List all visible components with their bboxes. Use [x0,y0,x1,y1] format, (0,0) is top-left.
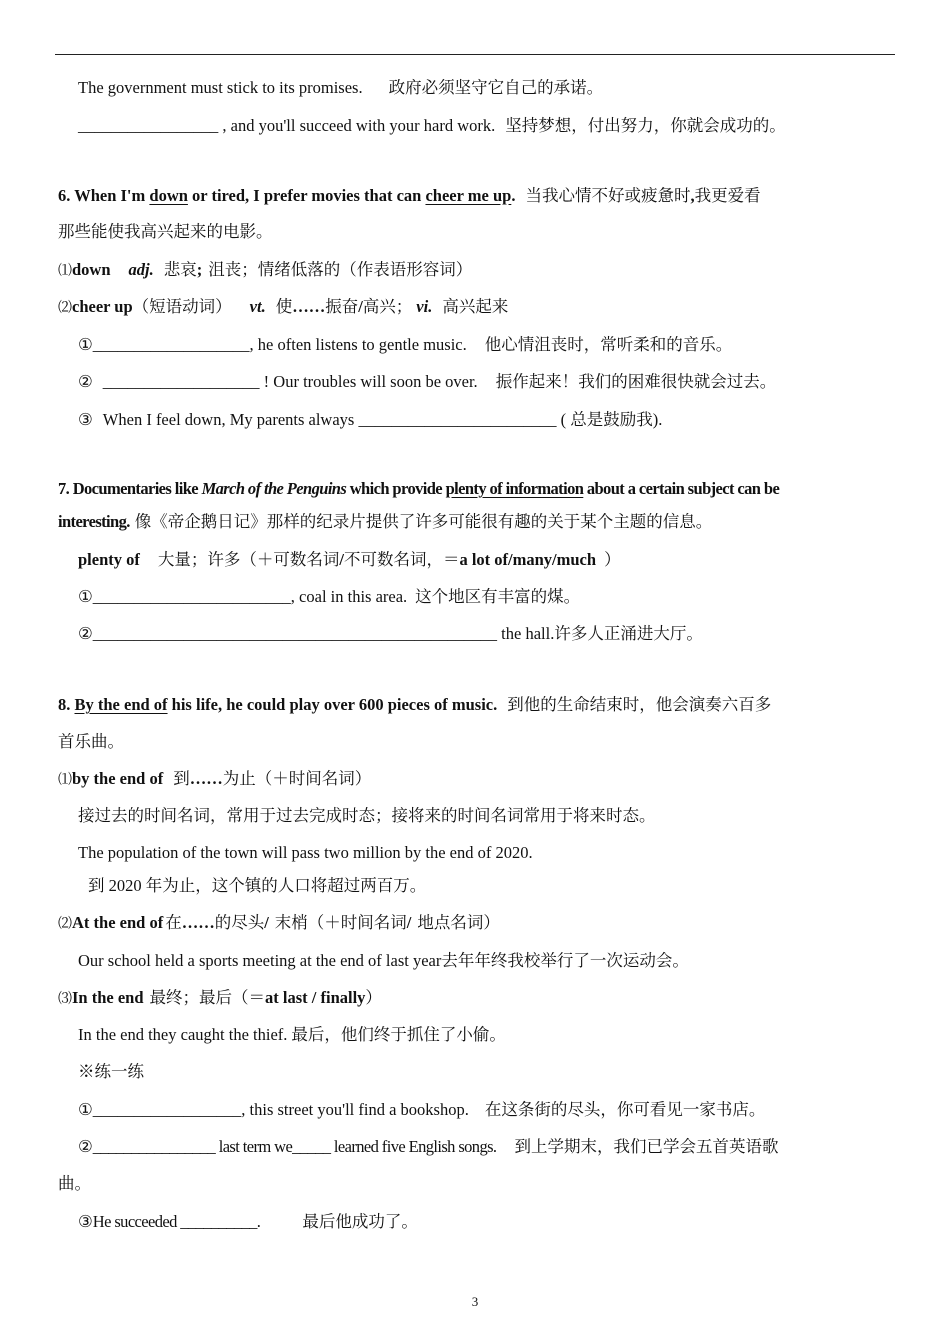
example-en: The population of the town will pass two million by the end of 2020. [78,843,533,862]
note-cn: 高兴起来 [442,297,509,316]
exercise-cn: 到上学期末，我们已学会五首英语歌 [514,1137,779,1156]
note-number: ⑴ [58,264,72,279]
exercise-en: ___________________, he often listens to gentle music. [92,335,467,354]
section-number: 8. [58,695,71,714]
heading-text: his life, he could play over 600 pieces of music. [171,695,498,714]
note-3-example [78,1025,506,1045]
heading-text: which provide [349,479,443,498]
exercise-1 [78,335,732,355]
heading-cn: 首乐曲。 [58,732,124,751]
note-word: plenty of [78,550,140,569]
note-equivalent: a lot of/many/much [459,550,597,569]
page-number: 3 [471,1294,479,1309]
note-cn: 高兴； [362,297,413,316]
phrase-note [78,550,621,570]
example-en: Our school held a sports meeting at the end of last year [78,951,442,970]
keyword-down: down [149,186,188,205]
exercise-marker: ① [78,1100,93,1119]
practice-2-cont [58,1174,91,1194]
note-2-example [78,951,689,971]
heading-cn: 到他的生命结束时，他会演奏六百多 [507,695,772,714]
practice-3 [78,1212,418,1232]
example-en: The government must stick to its promises. [78,78,363,97]
exercise-cn: 这个地区有丰富的煤。 [415,587,581,606]
exercise-cn: 他心情沮丧时，常听柔和的音乐。 [484,335,733,354]
example-sentence [78,78,603,98]
blank-en: _________________ , and you'll succeed with your hard work. [78,116,496,135]
exercise-marker: ① [78,335,93,354]
practice-heading [78,1062,144,1082]
note-cn: （短语动词） [132,297,232,316]
film-title: March of the Penguins [201,479,347,498]
note-cn: / [406,913,412,932]
note-1-example-cn [88,876,426,896]
note-3 [58,988,382,1010]
note-1 [58,260,472,282]
part-of-speech: adj. [128,260,154,279]
keyword-by-the-end-of: By the end of [74,695,168,714]
note-cn: 大量；许多（＋可数名词 [157,550,340,569]
heading-cn: 像《帝企鹅日记》那样的纪录片提供了许多可能很有趣的关于某个主题的信息。 [134,512,713,531]
note-number: ⑴ [58,773,72,788]
exercise-en: __________________, this street you'll find a bookshop. [92,1100,469,1119]
exercise-marker: ③ [78,1212,93,1231]
exercise-3 [78,410,662,430]
section-7-heading-cont [58,512,712,532]
note-word: At the end of [72,913,164,932]
note-cn: 地点名词） [417,913,500,932]
heading-text: interesting. [58,512,130,531]
note-1-example [78,843,533,863]
note-cn: 在 [165,913,182,932]
heading-cn: 当我心情不好或疲惫时 [525,186,691,205]
note-cn: 末梢（＋时间名词 [274,913,407,932]
heading-text: When I'm [74,186,146,205]
section-8-heading [58,695,771,715]
blank-cn: 坚持梦想，付出努力，你就会成功的。 [505,116,786,135]
note-1-rule [78,806,656,826]
note-2 [58,913,500,935]
exercise-cn: 许多人正涌进大厅。 [554,624,703,643]
practice-1 [78,1100,765,1120]
heading-text: Documentaries like [72,479,199,498]
heading-text: . [511,186,516,205]
practice-label: ※练一练 [78,1062,144,1081]
exercise-cn: 曲。 [58,1174,91,1193]
note-cn: 使 [275,297,293,316]
note-cn: 沮丧；情绪低落的（作表语形容词） [208,260,473,279]
section-number: 6. [58,186,71,205]
note-cn: 悲哀 [163,260,197,279]
keyword-cheer-up: cheer me up [425,186,512,205]
exercise-en: _________________________________________________ the hall. [92,624,555,643]
exercise-cn: 在这条街的尽头，你可看见一家书店。 [484,1100,766,1119]
example-cn: 最后，他们终于抓住了小偷。 [291,1025,506,1044]
note-word: down [72,260,111,279]
note-number: ⑶ [58,992,72,1007]
exercise-en: ___________________ ! Our troubles will soon be over. [102,372,478,391]
example-en: In the end they caught the thief. [78,1025,288,1044]
rule-text: 接过去的时间名词，常用于过去完成时态；接将来的时间名词常用于将来时态。 [78,806,656,825]
note-cn: ） [365,988,382,1007]
heading-cn: 那些能使我高兴起来的电影。 [58,222,273,241]
heading-text: about a certain subject can be [586,479,780,498]
exercise-cn: 振作起来！我们的困难很快就会过去。 [495,372,777,391]
note-cn: …… [181,913,215,932]
exercise-marker: ② [78,1137,93,1156]
note-1 [58,769,371,791]
note-cn: 为止（＋时间名词） [222,769,372,788]
note-cn: 最终；最后（＝ [149,988,266,1007]
note-cn: 振奋 [325,297,359,316]
section-7-heading [58,479,779,499]
note-cn: …… [292,297,326,316]
exercise-marker: ② [78,372,93,391]
section-number: 7. [58,479,70,498]
note-cn: / [358,297,363,316]
note-equivalent: at last / finally [265,988,366,1007]
exercise-en: ________________________, coal in this area. [92,587,408,606]
note-cn: ） [604,550,621,569]
note-cn: ; [196,260,203,279]
section-8-heading-cont [58,732,124,752]
note-2 [58,297,508,319]
note-cn: 到 [173,769,190,788]
exercise-marker: ① [78,587,93,606]
exercise-marker: ② [78,624,93,643]
example-cn: 到 2020 年为止，这个镇的人口将超过两百万。 [88,876,427,895]
section-6-heading [58,186,761,206]
part-of-speech: vt. [249,297,266,316]
note-cn: …… [189,769,223,788]
note-word: by the end of [72,769,164,788]
note-word: In the end [72,988,144,1007]
note-cn: 不可数名词，＝ [343,550,460,569]
part-of-speech: vi. [416,297,433,316]
note-word: cheer up [72,297,133,316]
exercise-en: He succeeded __________. [92,1212,261,1231]
heading-text: or tired, I prefer movies that can [192,186,422,205]
note-cn: / [264,913,269,932]
exercise-cn: 最后他成功了。 [302,1212,418,1231]
header-rule [55,54,895,55]
note-number: ⑵ [58,301,72,316]
heading-cn: , [690,186,695,205]
exercise-marker: ③ [78,410,93,429]
practice-2 [78,1137,778,1157]
exercise-2 [78,372,776,392]
exercise-1 [78,587,580,607]
section-6-heading-cont [58,222,273,242]
exercise-en: When I feel down, My parents always ________________________ ( 总是鼓励我). [102,410,663,429]
exercise-en: ________________ last term we_____ learned five English songs. [92,1137,497,1156]
keyword-plenty-of-information: plenty of information [445,479,584,498]
heading-cn: 我更爱看 [694,186,761,205]
note-cn: 的尽头 [214,913,265,932]
fill-blank-line [78,116,786,136]
example-cn: 政府必须坚守它自己的承诺。 [388,78,604,97]
example-cn: 去年年终我校举行了一次运动会。 [441,951,689,970]
note-cn: / [339,550,344,569]
exercise-2 [78,624,703,644]
note-number: ⑵ [58,917,72,932]
